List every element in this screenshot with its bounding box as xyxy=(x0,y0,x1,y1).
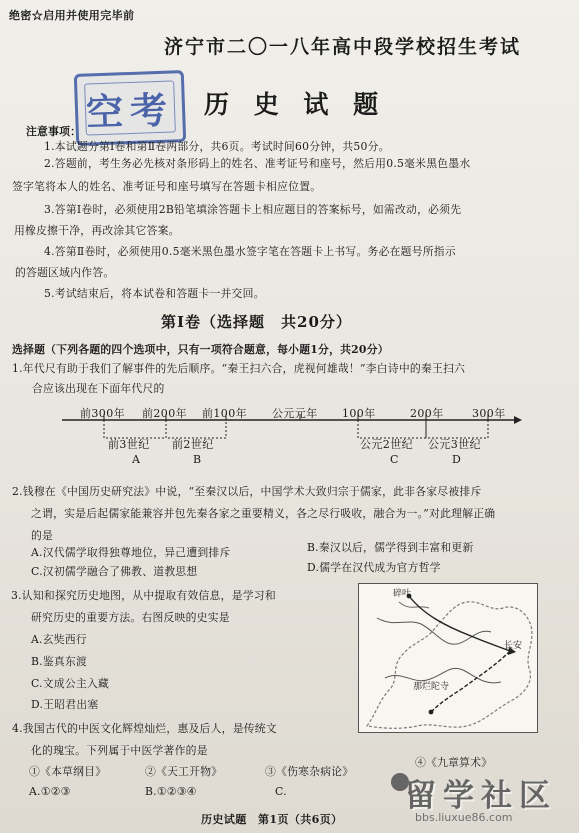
span-label-4: 公元3世纪 xyxy=(428,438,481,451)
secret-note: 绝密☆启用并使用完毕前 xyxy=(9,9,135,22)
notice-line-6: 4.答第Ⅱ卷时，必须使用0.5毫米黑色墨水签字笔在答题卡上书写。务必在题号所指示 xyxy=(44,245,456,258)
subject-title: 历 史 试 题 xyxy=(204,90,387,119)
q2-line-2: 之谓，实是后起儒家能兼容并包先秦各家之重要精义，各之尽行吸收，融合为一。”对此理解正确 xyxy=(31,507,496,520)
tick-label-3: 前100年 xyxy=(202,407,247,420)
q4-line-1: 4.我国古代的中医文化辉煌灿烂，惠及后人，是传统文 xyxy=(12,722,277,735)
tick-label-6: 200年 xyxy=(410,407,444,420)
q4-item-4: ④《九章算术》 xyxy=(415,756,493,769)
q2-option-b: B.秦汉以后，儒学得到丰富和更新 xyxy=(307,541,474,554)
stamp xyxy=(74,70,186,146)
q4-option-b: B.①②③④ xyxy=(145,785,197,798)
notice-heading: 注意事项： xyxy=(26,125,82,138)
watermark-text: 留学社区 xyxy=(405,778,557,814)
exam-title: 济宁市二〇一八年高中段学校招生考试 xyxy=(164,36,522,58)
map-label-nalanda: 那烂陀寺 xyxy=(413,682,450,692)
tick-label-2: 前200年 xyxy=(142,407,187,420)
notice-line-1: 1.本试题分第Ⅰ卷和第Ⅱ卷两部分，共6页。考试时间60分钟，共50分。 xyxy=(44,140,390,153)
notice-line-2: 2.答题前，考生务必先核对条形码上的姓名、准考证号和座号，然后用0.5毫米黑色墨水 xyxy=(44,157,471,170)
site-watermark xyxy=(397,768,579,833)
page-footer: 历史试题 第1页（共6页） xyxy=(201,813,343,826)
q3-option-a: A.玄奘西行 xyxy=(31,633,87,646)
notice-line-5: 用橡皮擦干净，再改涂其它答案。 xyxy=(14,224,180,237)
history-map xyxy=(358,583,538,733)
timeline xyxy=(62,398,522,470)
q4-line-2: 化的瑰宝。下列属于中医学著作的是 xyxy=(31,744,208,757)
selection-intro: 选择题（下列各题的四个选项中，只有一项符合题意，每小题1分，共20分） xyxy=(12,343,389,356)
q2-line-3: 的是 xyxy=(31,529,54,542)
stamp-text: 空考 xyxy=(85,87,175,135)
tick-label-4: 公元元年 xyxy=(272,407,318,420)
q2-option-a: A.汉代儒学取得独尊地位，异己遭到排斥 xyxy=(31,546,231,559)
q2-option-d: D.儒学在汉代成为官方哲学 xyxy=(307,561,441,574)
notice-line-7: 的答题区域内作答。 xyxy=(15,266,115,279)
q1-line-1: 1.年代尺有助于我们了解事件的先后顺序。“秦王扫六合，虎视何雄哉！”李白诗中的秦王扫六 xyxy=(12,362,466,375)
notice-line-8: 5.考试结束后，将本试卷和答题卡一并交回。 xyxy=(44,287,265,300)
q4-item-3: ③《伤寒杂病论》 xyxy=(265,765,354,778)
option-letter-d: D xyxy=(452,453,462,466)
q2-option-c: C.汉初儒学融合了佛教、道教思想 xyxy=(31,565,198,578)
q3-option-c: C.文成公主入藏 xyxy=(31,677,110,690)
tick-label-1: 前300年 xyxy=(80,407,125,420)
q3-line-1: 3.认知和探究历史地图，从中提取有效信息，是学习和 xyxy=(11,589,276,602)
span-label-2: 前2世纪 xyxy=(172,438,214,451)
span-label-1: 前3世纪 xyxy=(108,438,150,451)
notice-line-3: 签字笔将本人的姓名、准考证号和座号填写在答题卡相应位置。 xyxy=(12,180,322,193)
q4-option-a: A.①②③ xyxy=(29,785,71,798)
q1-line-2: 合应该出现在下面年代尺的 xyxy=(32,382,165,395)
q3-option-b: B.鉴真东渡 xyxy=(31,655,88,668)
q3-line-2: 研究历史的重要方法。右图反映的史实是 xyxy=(31,611,230,624)
map-label-changan: 长安 xyxy=(504,641,523,651)
tick-label-5: 100年 xyxy=(342,407,376,420)
q2-line-1: 2.钱穆在《中国历史研究法》中说，“至秦汉以后，中国学术大致归宗于儒家，此非各家尽被排斥 xyxy=(12,485,482,498)
map-drawing xyxy=(359,584,539,734)
q4-item-2: ②《天工开物》 xyxy=(145,765,223,778)
tick-label-7: 300年 xyxy=(472,407,506,420)
option-letter-b: B xyxy=(193,453,202,466)
notice-line-4: 3.答第Ⅰ卷时，必须使用2B铅笔填涂答题卡上相应题目的答案标号，如需改动，必须先 xyxy=(44,203,462,216)
watermark-url: bbs.liuxue86.com xyxy=(415,811,513,824)
map-label-suiye: 碎叶 xyxy=(393,589,412,599)
section-title: 第Ⅰ卷（选择题 共20分） xyxy=(161,313,352,331)
q4-item-1: ①《本草纲目》 xyxy=(29,765,107,778)
q4-option-c: C. xyxy=(275,785,287,798)
q3-option-d: D.王昭君出塞 xyxy=(31,698,99,711)
option-letter-a: A xyxy=(132,453,141,466)
option-letter-c: C xyxy=(390,453,399,466)
span-label-3: 公元2世纪 xyxy=(360,438,413,451)
